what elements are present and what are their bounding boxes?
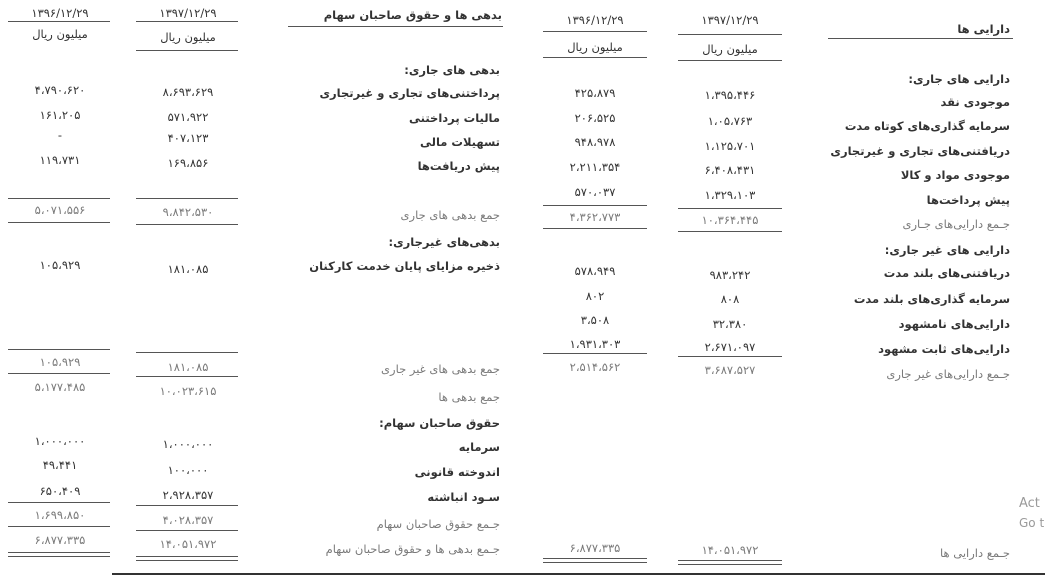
current-assets-heading: دارایی های جاری: bbox=[908, 72, 1010, 86]
liab-header-1396: ۱۳۹۶/۱۲/۲۹ bbox=[31, 6, 89, 20]
liab-row-1397: ۵۷۱،۹۲۲ bbox=[167, 110, 209, 124]
asset-nc-row-1396: ۵۷۸،۹۴۹ bbox=[574, 264, 616, 278]
equity-row-label: سرمایه bbox=[458, 440, 500, 454]
asset-nc-row-1397: ۹۸۳،۲۴۲ bbox=[709, 268, 751, 282]
liab-row-1396: ۴،۷۹۰،۶۲۰ bbox=[34, 83, 86, 97]
asset-row-1397: ۱،۳۹۵،۴۴۶ bbox=[704, 88, 756, 102]
current-assets-total-1396: ۴،۳۶۲،۷۷۳ bbox=[569, 210, 621, 224]
asset-header-1396: ۱۳۹۶/۱۲/۲۹ bbox=[566, 13, 624, 27]
asset-row-label: سرمایه گذاری‌های کوتاه مدت bbox=[844, 119, 1010, 133]
current-liabilities-total-label: جمع بدهی های جاری bbox=[400, 208, 500, 222]
asset-nc-row-label: دارایی‌های ثابت مشهود bbox=[878, 342, 1010, 356]
equity-row-1397: ۱۰۰،۰۰۰ bbox=[167, 463, 209, 477]
liab-header-1397: ۱۳۹۷/۱۲/۲۹ bbox=[159, 6, 217, 20]
equity-row-1396: ۱،۰۰۰،۰۰۰ bbox=[34, 434, 86, 448]
noncurrent-liabilities-total-1397: ۱۸۱،۰۸۵ bbox=[167, 360, 209, 374]
asset-nc-row-1396: ۳،۵۰۸ bbox=[580, 313, 610, 327]
asset-row-1396: ۲۰۶،۵۲۵ bbox=[574, 111, 616, 125]
total-liabilities-1397: ۱۰،۰۲۳،۶۱۵ bbox=[159, 384, 217, 398]
watermark-line-1: Act bbox=[1019, 496, 1040, 511]
asset-row-1396: ۵۷۰،۰۳۷ bbox=[574, 185, 616, 199]
asset-nc-row-label: دریافتنی‌های بلند مدت bbox=[883, 266, 1010, 280]
asset-row-1397: ۱،۰۵،۷۶۳ bbox=[707, 114, 753, 128]
asset-nc-row-label: دارایی‌های نامشهود bbox=[898, 317, 1010, 331]
total-assets-1396: ۶،۸۷۷،۳۳۵ bbox=[569, 541, 621, 555]
total-assets-label: جـمع دارایی ها bbox=[940, 546, 1010, 560]
asset-row-label: موجودی نقد bbox=[940, 95, 1010, 109]
noncurrent-assets-heading: دارایی های غیر جاری: bbox=[884, 243, 1010, 257]
liabilities-equity-title: بدهی ها و حقوق صاحبان سهام bbox=[323, 8, 502, 22]
equity-total-1397: ۴،۰۲۸،۳۵۷ bbox=[162, 513, 214, 527]
noncurrent-liabilities-total-label: جمع بدهی های غیر جاری bbox=[381, 362, 500, 376]
asset-row-1396: ۴۲۵،۸۷۹ bbox=[574, 86, 616, 100]
equity-row-1396: ۶۵۰،۴۰۹ bbox=[39, 484, 81, 498]
asset-nc-row-1397: ۲،۶۷۱،۰۹۷ bbox=[704, 340, 756, 354]
equity-heading: حقوق صاحبان سهام: bbox=[379, 416, 500, 430]
asset-nc-row-label: سرمایه گذاری‌های بلند مدت bbox=[853, 292, 1010, 306]
asset-row-1397: ۱،۱۲۵،۷۰۱ bbox=[704, 139, 756, 153]
asset-header-1397: ۱۳۹۷/۱۲/۲۹ bbox=[701, 13, 759, 27]
asset-nc-row-1397: ۸۰۸ bbox=[720, 292, 740, 306]
watermark-line-2: Go t bbox=[1019, 516, 1045, 530]
liab-row-label: پرداختنی‌های تجاری و غیرتجاری bbox=[319, 86, 500, 100]
asset-nc-row-1397: ۳۲،۳۸۰ bbox=[712, 317, 748, 331]
asset-row-1396: ۹۴۸،۹۷۸ bbox=[574, 135, 616, 149]
equity-total-1396: ۱،۶۹۹،۸۵۰ bbox=[34, 508, 86, 522]
asset-row-1396: ۲،۲۱۱،۳۵۴ bbox=[569, 160, 621, 174]
current-assets-total-label: جـمع دارایی‌های جـاری bbox=[902, 217, 1010, 231]
current-liabilities-total-1396: ۵،۰۷۱،۵۵۶ bbox=[34, 203, 86, 217]
current-assets-total-1397: ۱۰،۳۶۴،۴۴۵ bbox=[701, 213, 759, 227]
current-liabilities-total-1397: ۹،۸۴۲،۵۳۰ bbox=[162, 205, 214, 219]
asset-nc-row-1396: ۱،۹۳۱،۳۰۳ bbox=[569, 337, 621, 351]
grand-total-1397: ۱۴،۰۵۱،۹۷۲ bbox=[159, 537, 217, 551]
liab-row-label: مالیات پرداختنی bbox=[409, 111, 500, 125]
current-liabilities-heading: بدهی های جاری: bbox=[404, 63, 500, 77]
equity-total-label: جـمع حقوق صاحبان سهام bbox=[376, 517, 500, 531]
liab-row-1397: ۴۰۷،۱۲۳ bbox=[167, 131, 209, 145]
total-liabilities-1396: ۵،۱۷۷،۴۸۵ bbox=[34, 380, 86, 394]
asset-row-1397: ۶،۴۰۸،۴۳۱ bbox=[704, 163, 756, 177]
grand-total-1396: ۶،۸۷۷،۳۳۵ bbox=[34, 533, 86, 547]
noncurrent-liabilities-total-1396: ۱۰۵،۹۲۹ bbox=[39, 355, 81, 369]
equity-row-label: اندوخته قانونی bbox=[414, 465, 500, 479]
asset-row-label: پیش پرداخت‌ها bbox=[926, 193, 1010, 207]
eosb-label: ذخیره مزایای پایان خدمت کارکنان bbox=[309, 259, 500, 273]
asset-unit-1396: میلیون ریال bbox=[567, 40, 623, 54]
noncurrent-assets-total-1396: ۲،۵۱۴،۵۶۲ bbox=[569, 360, 621, 374]
equity-row-1396: ۴۹،۴۴۱ bbox=[42, 458, 78, 472]
equity-row-1397: ۲،۹۲۸،۳۵۷ bbox=[162, 488, 214, 502]
eosb-1397: ۱۸۱،۰۸۵ bbox=[167, 262, 209, 276]
liab-unit-1397: میلیون ریال bbox=[160, 30, 216, 44]
eosb-1396: ۱۰۵،۹۲۹ bbox=[39, 258, 81, 272]
equity-row-1397: ۱،۰۰۰،۰۰۰ bbox=[162, 437, 214, 451]
liab-row-label: پیش دریافت‌ها bbox=[417, 159, 500, 173]
grand-total-label: جـمع بدهی ها و حقوق صاحبان سهام bbox=[325, 542, 500, 556]
asset-row-label: موجودی مواد و کالا bbox=[900, 168, 1010, 182]
asset-unit-1397: میلیون ریال bbox=[702, 42, 758, 56]
liab-row-1396: - bbox=[57, 128, 63, 142]
noncurrent-liabilities-heading: بدهی‌های غیرجاری: bbox=[388, 235, 500, 249]
liab-row-1397: ۸،۶۹۳،۶۲۹ bbox=[162, 85, 214, 99]
total-assets-1397: ۱۴،۰۵۱،۹۷۲ bbox=[701, 543, 759, 557]
liab-unit-1396: میلیون ریال bbox=[32, 27, 88, 41]
total-liabilities-label: جمع بدهی ها bbox=[438, 390, 500, 404]
noncurrent-assets-total-1397: ۳،۶۸۷،۵۲۷ bbox=[704, 363, 756, 377]
noncurrent-assets-total-label: جـمع دارایی‌های غیر جاری bbox=[886, 367, 1010, 381]
equity-row-label: سـود انباشته bbox=[427, 490, 500, 504]
asset-row-label: دریافتنی‌های تجاری و غیرتجاری bbox=[830, 144, 1010, 158]
asset-nc-row-1396: ۸۰۲ bbox=[585, 289, 605, 303]
liab-row-1396: ۱۶۱،۲۰۵ bbox=[39, 108, 81, 122]
asset-row-1397: ۱،۳۲۹،۱۰۳ bbox=[704, 188, 756, 202]
liab-row-1397: ۱۶۹،۸۵۶ bbox=[167, 156, 209, 170]
liab-row-1396: ۱۱۹،۷۳۱ bbox=[39, 153, 81, 167]
assets-title: دارایی ها bbox=[957, 22, 1010, 36]
liab-row-label: تسهیلات مالی bbox=[420, 135, 500, 149]
